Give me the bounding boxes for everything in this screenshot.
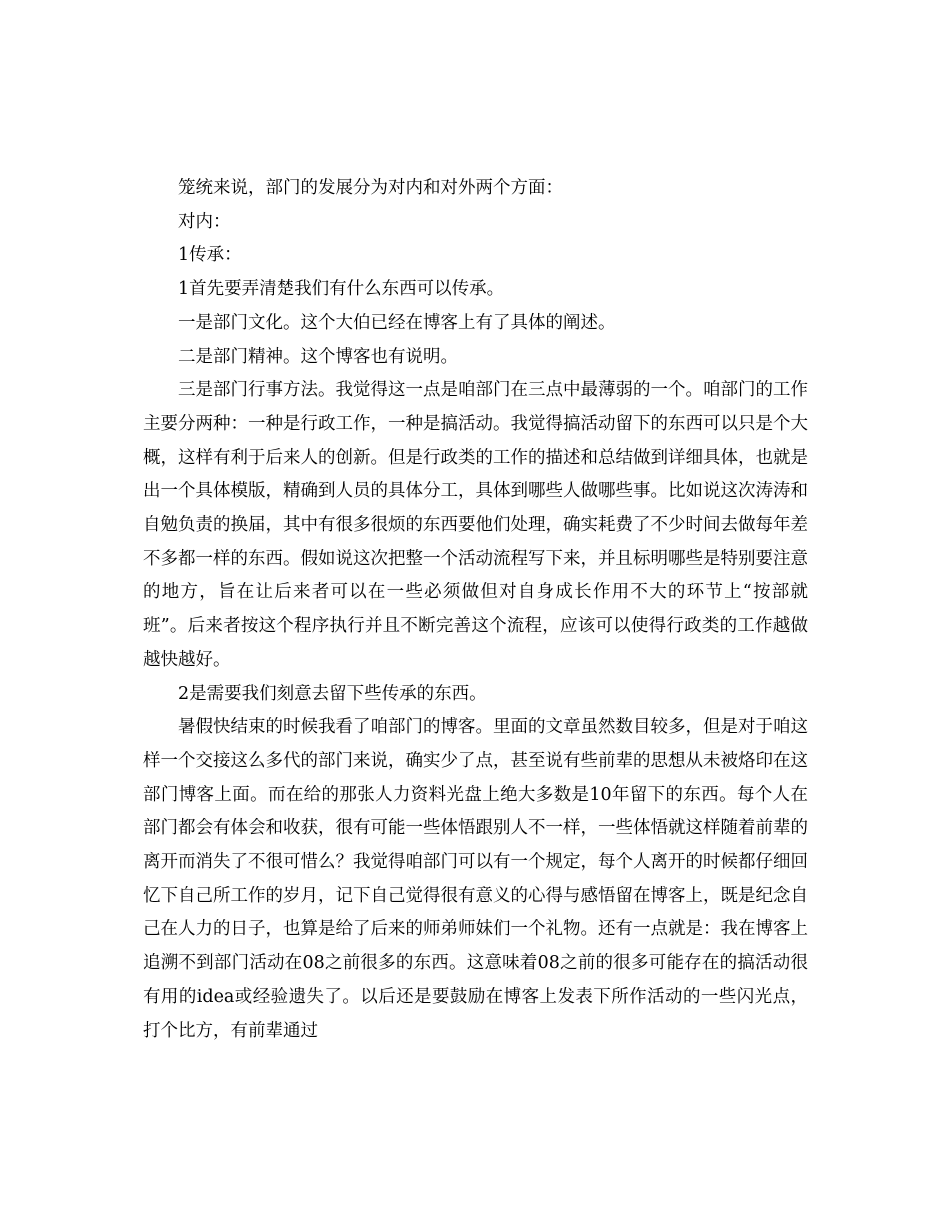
paragraph-blog: 暑假快结束的时候我看了咱部门的博客。里面的文章虽然数目较多，但是对于咱这样一个交接这么多代的部门来说，确实少了点，甚至说有些前辈的思想从未被烙印在这部门博客上面。而在给的那张人力资料光盘上绝大多数是10年留下的东西。每个人在部门都会有体会和收获，很有可能一些体悟跟别人不一样，一些体悟就这样随着前辈的离开而消失了不很可惜么？我觉得咱部门可以有一个规定，每个人离开的时候都仔细回忆下自己所工作的岁月，记下自己觉得很有意义的心得与感悟留在博客上，既是纪念自己在人力的日子，也算是给了后来的师弟师妹们一个礼物。还有一点就是：我在博客上追溯不到部门活动在08之前很多的东西。这意味着08之前的很多可能存在的搞活动很有用的idea或经验遗失了。以后还是要鼓励在博客上发表下所作活动的一些闪光点，打个比方，有前辈通过 — [143, 717, 808, 1041]
paragraph-point-2: 2是需要我们刻意去留下些传承的东西。 — [178, 683, 487, 704]
paragraph-point-1: 1首先要弄清楚我们有什么东西可以传承。 — [178, 279, 505, 300]
paragraph-internal-heading: 对内： — [178, 211, 231, 232]
paragraph-spirit: 二是部门精神。这个博客也有说明。 — [178, 346, 458, 367]
document-body — [143, 172, 808, 1048]
paragraph-inheritance-heading: 1传承： — [178, 245, 242, 266]
paragraph-intro: 笼统来说，部门的发展分为对内和对外两个方面： — [178, 178, 563, 198]
paragraph-methods: 三是部门行事方法。我觉得这一点是咱部门在三点中最薄弱的一个。咱部门的工作主要分两种：一种是行政工作，一种是搞活动。我觉得搞活动留下的东西可以只是个大概，这样有利于后来人的创新。但是行政类的工作的描述和总结做到详细具体，也就是出一个具体模版，精确到人员的具体分工，具体到哪些人做哪些事。比如说这次涛涛和自勉负责的换届，其中有很多很烦的东西要他们处理，确实耗费了不少时间去做每年差不多都一样的东西。假如说这次把整一个活动流程写下来，并且标明哪些是特别要注意的地方，旨在让后来者可以在一些必须做但对自身成长作用不大的环节上“按部就班”。后来者按这个程序执行并且不断完善这个流程，应该可以使得行政类的工作越做越快越好。 — [143, 380, 808, 670]
paragraph-culture: 一是部门文化。这个大伯已经在博客上有了具体的阐述。 — [178, 312, 616, 333]
